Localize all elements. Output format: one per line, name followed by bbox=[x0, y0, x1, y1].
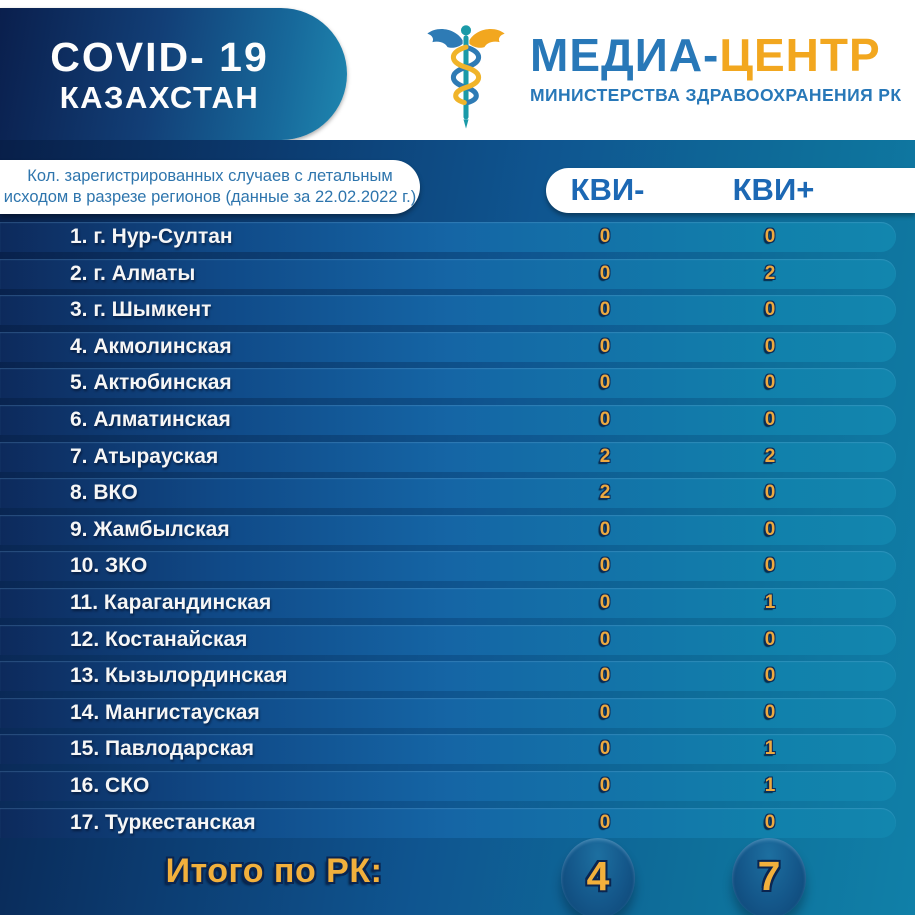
table-row bbox=[0, 734, 896, 764]
region-label: 17. Туркестанская bbox=[70, 810, 256, 834]
report-subtitle-line2: исходом в разрезе регионов (данные за 22.02.2022 г.) bbox=[3, 188, 417, 206]
kvi-plus-value: 0 bbox=[764, 518, 776, 540]
kvi-plus-value: 1 bbox=[764, 738, 776, 760]
region-label: 10. ЗКО bbox=[70, 554, 148, 578]
kvi-plus-value: 0 bbox=[764, 665, 776, 687]
kvi-plus-value: 0 bbox=[764, 408, 776, 430]
kvi-minus-value: 2 bbox=[599, 482, 611, 504]
region-label: 5. Актюбинская bbox=[70, 371, 232, 395]
kvi-plus-value: 0 bbox=[764, 335, 776, 357]
kvi-plus-value: 0 bbox=[764, 226, 776, 247]
kvi-plus-value: 0 bbox=[764, 372, 776, 394]
kvi-minus-value: 0 bbox=[599, 628, 611, 650]
region-label: 2. г. Алматы bbox=[70, 261, 196, 285]
region-label: 11. Карагандинская bbox=[70, 590, 272, 614]
banner-title: COVID- 19 bbox=[50, 33, 269, 80]
region-label: 7. Атырауская bbox=[70, 444, 219, 468]
column-header-kvi-plus: КВИ+ bbox=[732, 172, 815, 207]
table-row bbox=[0, 515, 896, 545]
table-row bbox=[0, 625, 896, 655]
kvi-plus-value: 0 bbox=[764, 628, 776, 650]
kvi-minus-value: 0 bbox=[599, 335, 611, 357]
kvi-plus-value: 2 bbox=[764, 445, 776, 467]
caduceus-icon bbox=[424, 18, 508, 130]
kvi-plus-value: 0 bbox=[764, 701, 776, 723]
region-label: 15. Павлодарская bbox=[70, 737, 255, 761]
logo-name-center: ЦЕНТР bbox=[719, 29, 881, 81]
kvi-minus-value: 0 bbox=[599, 738, 611, 760]
total-kvi-minus-badge: 4 bbox=[561, 838, 635, 915]
table-row bbox=[0, 661, 896, 691]
kvi-minus-value: 2 bbox=[599, 445, 611, 467]
kvi-minus-value: 0 bbox=[599, 555, 611, 577]
column-header-kvi-minus: КВИ- bbox=[570, 172, 645, 207]
total-label: Итого по РК: bbox=[165, 852, 383, 890]
header bbox=[0, 0, 915, 140]
logo-name bbox=[530, 29, 901, 81]
region-label: 1. г. Нур-Султан bbox=[70, 225, 233, 248]
kvi-plus-value: 0 bbox=[764, 555, 776, 577]
banner-country: КАЗАХСТАН bbox=[59, 79, 260, 115]
kvi-minus-value: 0 bbox=[599, 665, 611, 687]
table-row bbox=[0, 295, 896, 325]
region-label: 12. Костанайская bbox=[70, 627, 248, 651]
region-label: 8. ВКО bbox=[70, 481, 138, 505]
table-row bbox=[0, 808, 896, 838]
table-row bbox=[0, 332, 896, 362]
kvi-plus-value: 1 bbox=[764, 591, 776, 613]
kvi-plus-value: 2 bbox=[764, 262, 776, 284]
region-label: 14. Мангистауская bbox=[70, 700, 260, 724]
table-row bbox=[0, 478, 896, 508]
table-row bbox=[0, 588, 896, 618]
kvi-plus-value: 0 bbox=[764, 299, 776, 321]
region-label: 4. Акмолинская bbox=[70, 334, 232, 358]
logo-name-media: МЕДИА- bbox=[530, 29, 720, 81]
report-subtitle-line1: Кол. зарегистрированных случаев с летальным bbox=[27, 166, 393, 185]
media-center-logo bbox=[424, 18, 901, 130]
region-label: 16. СКО bbox=[70, 773, 150, 797]
kvi-minus-value: 0 bbox=[599, 226, 611, 247]
kvi-minus-value: 0 bbox=[599, 774, 611, 796]
table-row bbox=[0, 405, 896, 435]
region-label: 3. г. Шымкент bbox=[70, 298, 212, 322]
logo-text bbox=[530, 18, 901, 106]
table-row bbox=[0, 222, 896, 252]
regions-table bbox=[0, 222, 915, 844]
covid-banner bbox=[0, 8, 347, 140]
total-kvi-plus-badge: 7 bbox=[732, 838, 806, 915]
kvi-minus-value: 0 bbox=[599, 591, 611, 613]
data-section bbox=[0, 140, 915, 915]
table-row bbox=[0, 259, 896, 289]
region-label: 6. Алматинская bbox=[70, 407, 231, 431]
kvi-minus-value: 0 bbox=[599, 372, 611, 394]
table-row bbox=[0, 368, 896, 398]
kvi-minus-value: 0 bbox=[599, 811, 611, 833]
kvi-plus-value: 1 bbox=[764, 774, 776, 796]
table-row bbox=[0, 442, 896, 472]
column-headers bbox=[546, 168, 915, 213]
region-label: 13. Кызылординская bbox=[70, 664, 288, 688]
kvi-minus-value: 0 bbox=[599, 262, 611, 284]
table-row bbox=[0, 771, 896, 801]
kvi-plus-value: 0 bbox=[764, 811, 776, 833]
table-row bbox=[0, 551, 896, 581]
logo-ministry-subtitle: МИНИСТЕРСТВА ЗДРАВООХРАНЕНИЯ РК bbox=[530, 85, 902, 105]
kvi-minus-value: 0 bbox=[599, 518, 611, 540]
kvi-plus-value: 0 bbox=[764, 482, 776, 504]
kvi-minus-value: 0 bbox=[599, 408, 611, 430]
kvi-minus-value: 0 bbox=[599, 299, 611, 321]
kvi-minus-value: 0 bbox=[599, 701, 611, 723]
report-subtitle bbox=[0, 160, 420, 214]
region-label: 9. Жамбылская bbox=[70, 517, 230, 541]
table-row bbox=[0, 698, 896, 728]
